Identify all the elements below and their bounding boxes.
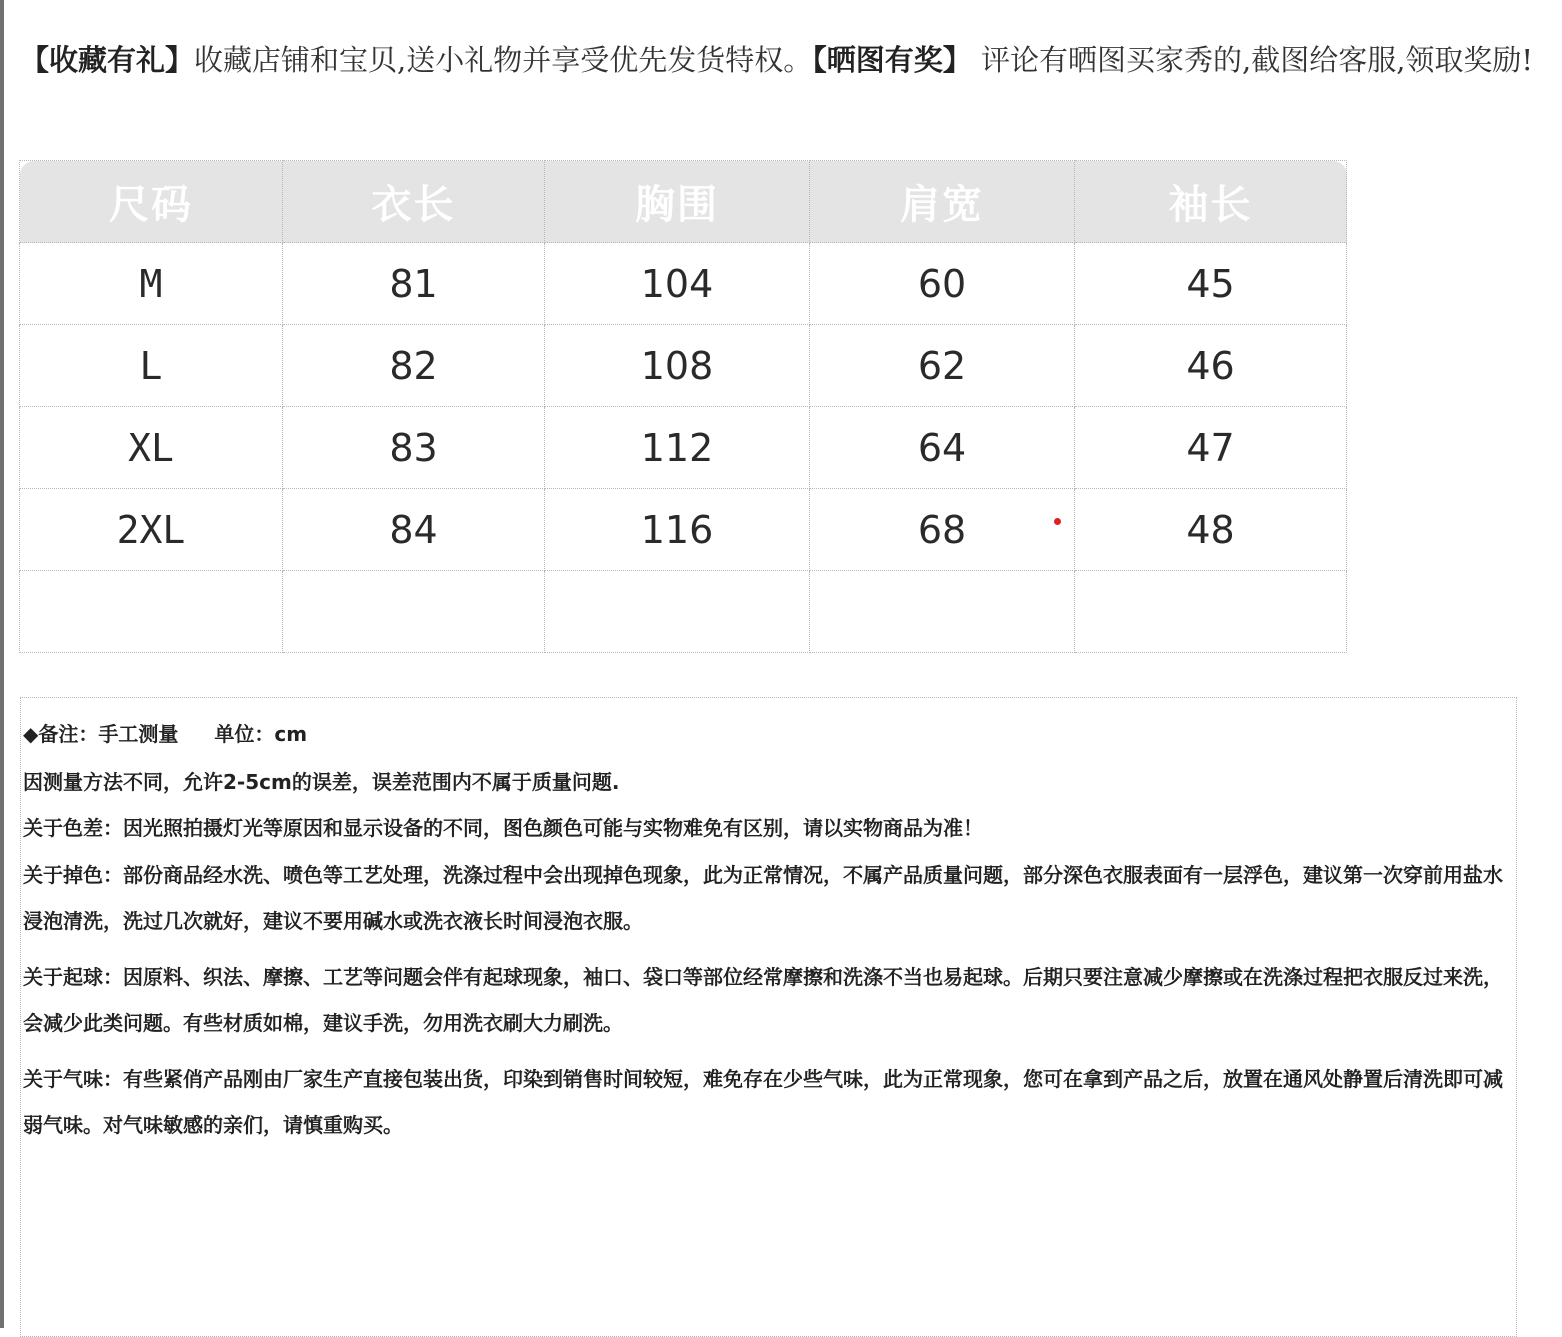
notes-remark: ◆备注：手工测量 — [23, 722, 179, 746]
promo-tag-collect: 【收藏有礼】 — [20, 43, 195, 77]
cell-length: 83 — [283, 407, 545, 489]
promo-text-collect: 收藏店铺和宝贝,送小礼物并享受优先发货特权。 — [194, 43, 813, 77]
cell-sleeve: 47 — [1075, 407, 1347, 489]
cell-sleeve: 46 — [1075, 325, 1347, 407]
promo-text-photo: 评论有晒图买家秀的,截图给客服,领取奖励! — [971, 43, 1534, 77]
cell-chest: 104 — [545, 243, 810, 325]
note-fading: 关于掉色：部份商品经水洗、喷色等工艺处理，洗涤过程中会出现掉色现象，此为正常情况，不属产品质量问题，部分深色衣服表面有一层浮色，建议第一次穿前用盐水浸泡清洗，洗过几次就好，建议不要用碱水或洗衣液长时间浸泡衣服。 — [23, 863, 1503, 933]
cell-shoulder: 64 — [810, 407, 1075, 489]
table-row — [20, 243, 1347, 325]
notes-panel — [20, 697, 1517, 1337]
promo-banner — [20, 40, 1545, 80]
table-row — [20, 325, 1347, 407]
note-pilling: 关于起球：因原料、织法、摩擦、工艺等问题会伴有起球现象，袖口、袋口等部位经常摩擦和洗涤不当也易起球。后期只要注意减少摩擦或在洗涤过程把衣服反过来洗，会减少此类问题。有些材质如棉，建议手洗，勿用洗衣刷大力刷洗。 — [23, 965, 1503, 1035]
table-row — [20, 571, 1347, 653]
table-row — [20, 407, 1347, 489]
notes-remark-line — [23, 720, 1516, 748]
cell-size — [20, 571, 283, 653]
promo-tag-photo: 【晒图有奖】 — [812, 43, 972, 77]
cell-chest: 108 — [545, 325, 810, 407]
cell-length — [283, 571, 545, 653]
header-shoulder: 肩宽 — [810, 161, 1075, 243]
cell-chest: 116 — [545, 489, 810, 571]
cell-shoulder: 68 — [810, 489, 1075, 571]
notes-unit: 单位：cm — [214, 722, 308, 746]
left-edge-rule — [0, 0, 4, 1328]
cell-chest — [545, 571, 810, 653]
cell-sleeve: 48 — [1075, 489, 1347, 571]
cell-sleeve — [1075, 571, 1347, 653]
cell-shoulder: 60 — [810, 243, 1075, 325]
note-color-difference: 关于色差：因光照拍摄灯光等原因和显示设备的不同，图色颜色可能与实物难免有区别，请以实物商品为准！ — [23, 816, 983, 840]
size-chart-table — [19, 160, 1347, 653]
cell-size: M — [20, 243, 283, 325]
header-sleeve: 袖长 — [1075, 161, 1347, 243]
cell-chest: 112 — [545, 407, 810, 489]
cell-size: XL — [20, 407, 283, 489]
cell-shoulder: 62 — [810, 325, 1075, 407]
header-size: 尺码 — [20, 161, 283, 243]
cell-size: 2XL — [20, 489, 283, 571]
note-tolerance: 因测量方法不同，允许2-5cm的误差，误差范围内不属于质量问题. — [23, 770, 620, 794]
red-dot-marker — [1054, 518, 1061, 525]
note-odor: 关于气味：有些紧俏产品刚由厂家生产直接包装出货，印染到销售时间较短，难免存在少些气味，此为正常现象，您可在拿到产品之后，放置在通风处静置后清洗即可减弱气味。对气味敏感的亲们，请慎重购买。 — [23, 1067, 1503, 1137]
cell-length: 81 — [283, 243, 545, 325]
header-length: 衣长 — [283, 161, 545, 243]
table-row — [20, 489, 1347, 571]
header-chest: 胸围 — [545, 161, 810, 243]
cell-length: 84 — [283, 489, 545, 571]
size-chart-header-row — [20, 161, 1347, 243]
cell-shoulder — [810, 571, 1075, 653]
cell-length: 82 — [283, 325, 545, 407]
cell-size: L — [20, 325, 283, 407]
cell-sleeve: 45 — [1075, 243, 1347, 325]
